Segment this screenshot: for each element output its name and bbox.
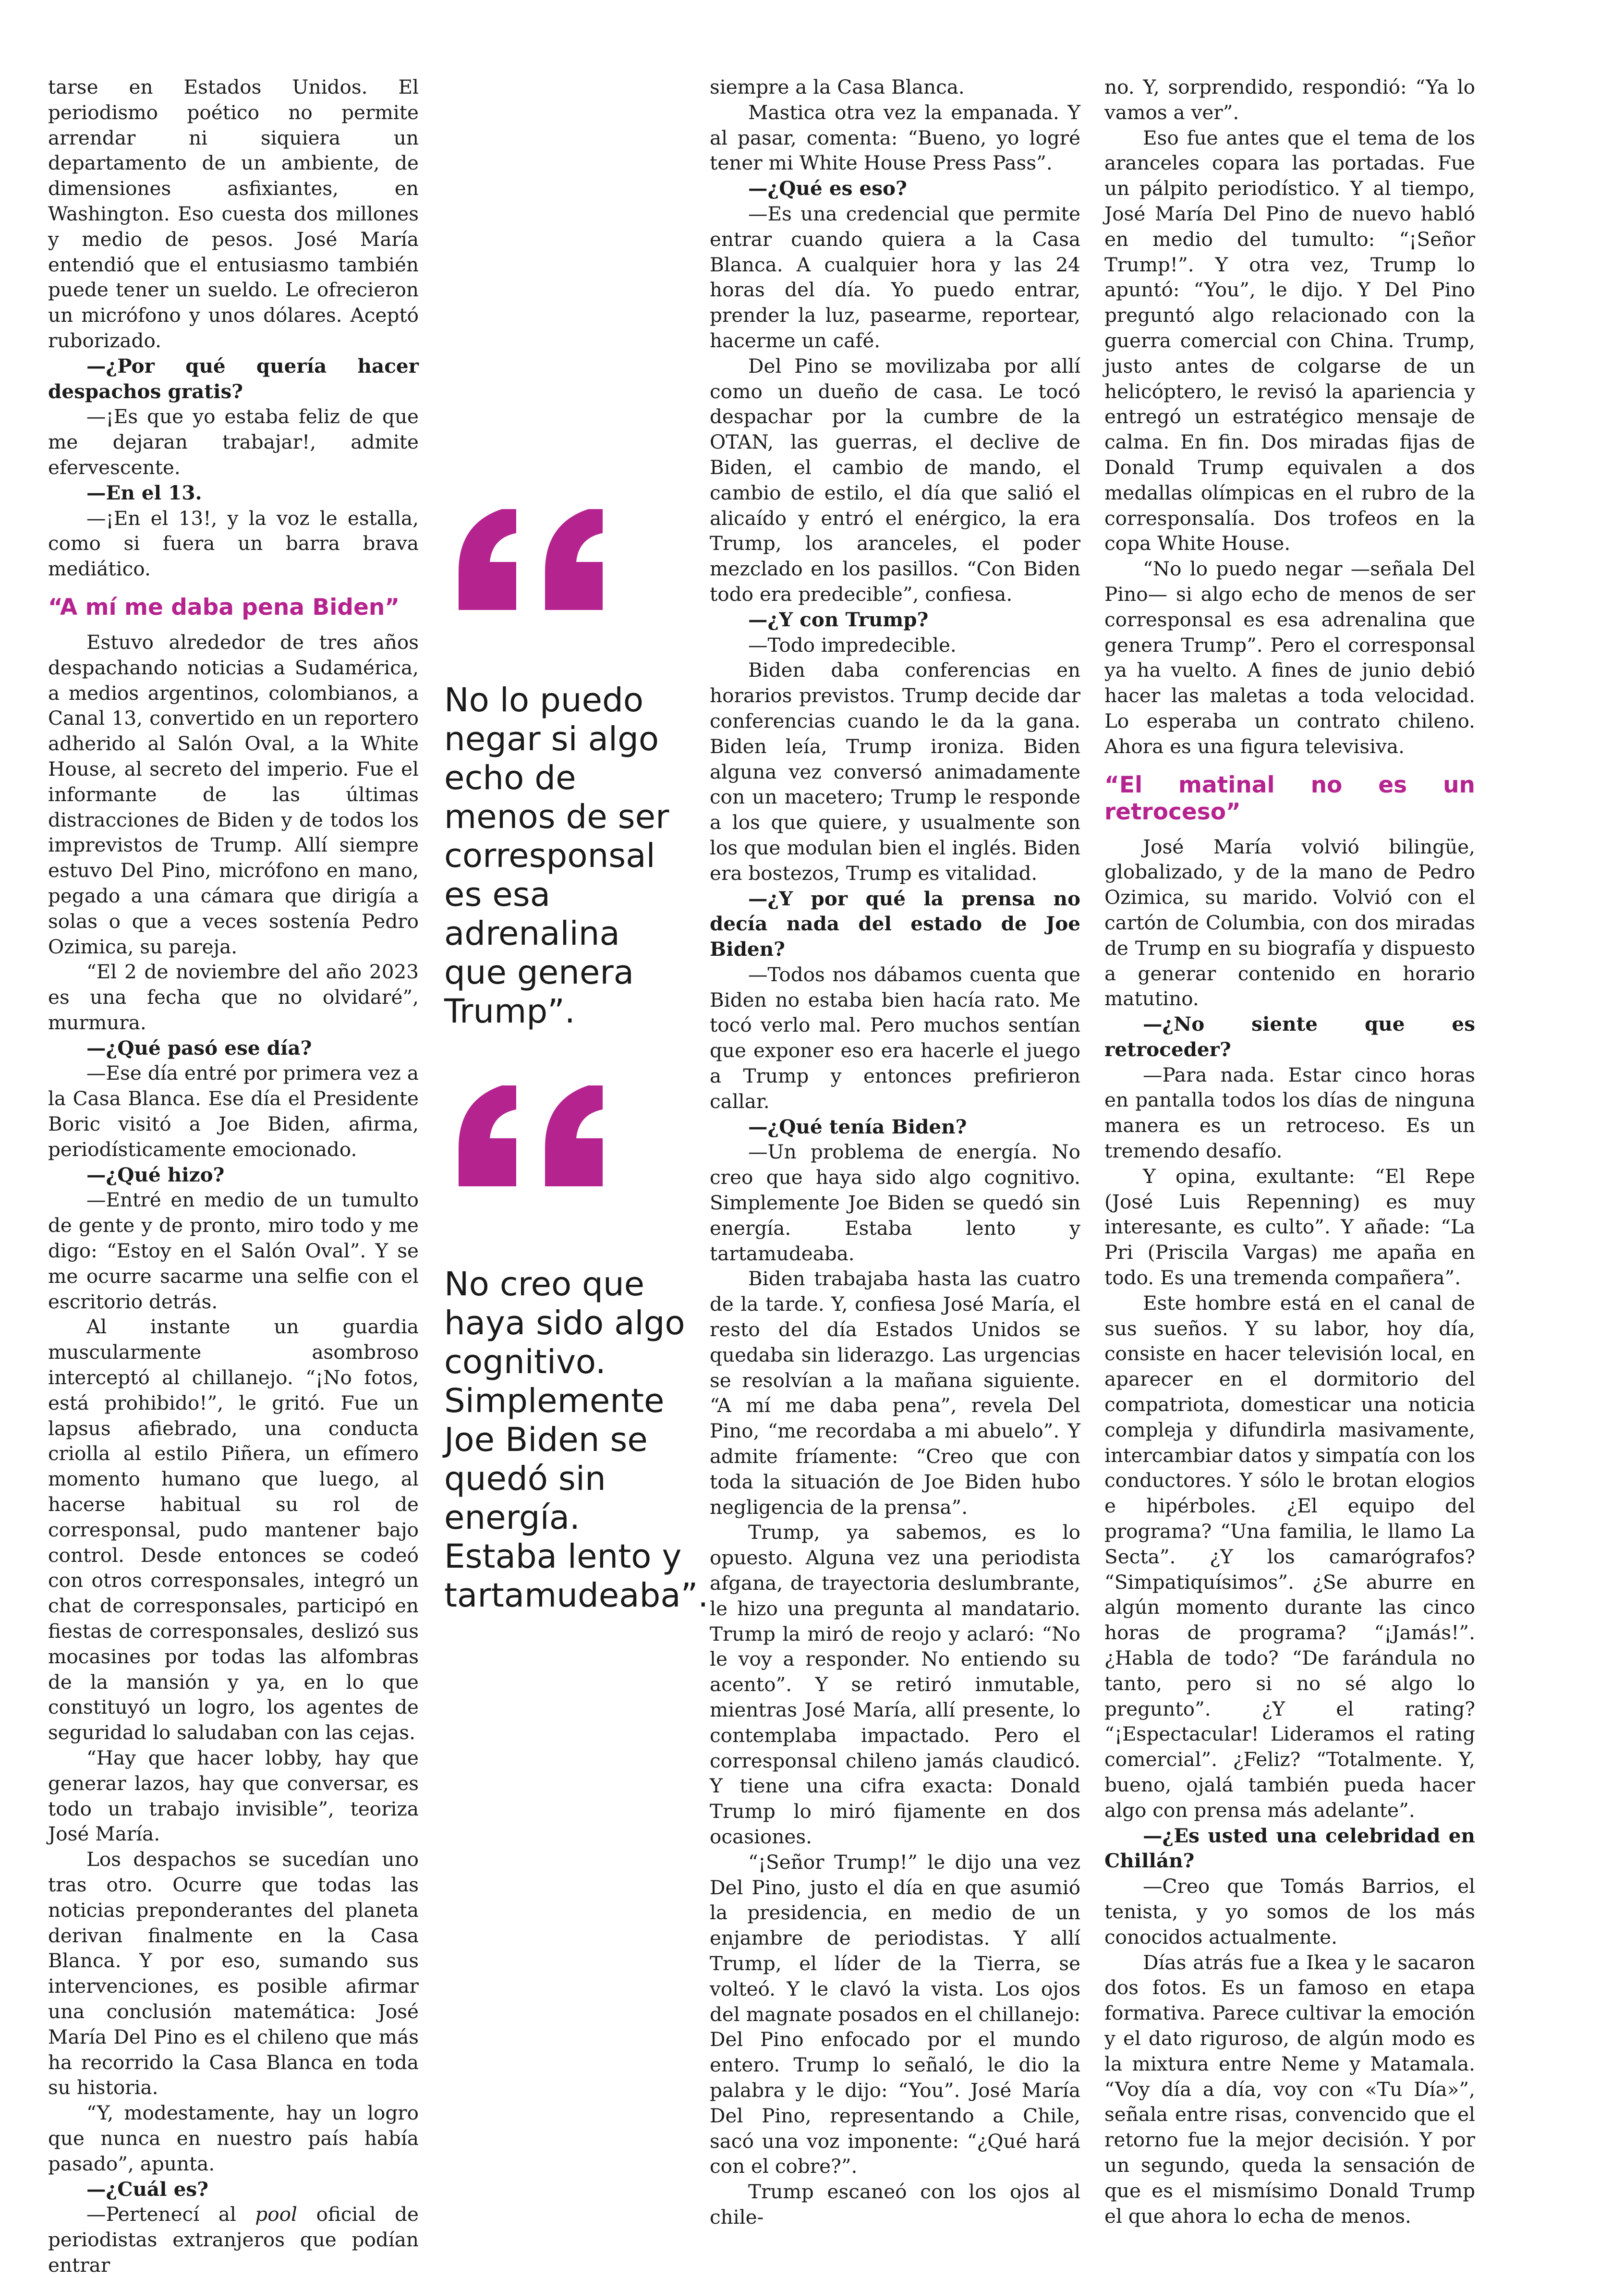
paragraph: Y opina, exultante: “El Repe (José Luis Repenning) es muy interesante, es culto”. Y añade: “La Pri (Priscila Vargas) me apaña en todo. Es una tremenda compañera”. (1104, 1164, 1475, 1290)
paragraph: siempre a la Casa Blanca. (710, 75, 965, 98)
paragraph: Biden trabajaba hasta las cuatro de la tarde. Y, confiesa José María, el resto del día Estados Unidos se quedaba sin liderazgo. Las urgencias se resolvían a la mañana siguiente. “A mí me daba pena”, revela Del Pino, “me recordaba a mi abuelo”. Y admite fríamente: “Creo que con toda la situación de Joe Biden hubo negligencia de la prensa”. (710, 1267, 1080, 1519)
paragraph: Del Pino se movilizaba por allí como un dueño de casa. Le tocó despachar por la cumbre de la OTAN, las guerras, el declive de Biden, el cambio de mando, el cambio de estilo, el día que salió el alicaído y entró el enérgico, la era Trump, los aranceles, el poder mezclado en los pasillos. “Con Biden todo era predecible”, confiesa. (710, 354, 1080, 606)
paragraph: —Un problema de energía. No creo que haya sido algo cognitivo. Simplemente Joe Biden se quedó sin energía. Estaba lento y tartamudeaba. (710, 1140, 1080, 1265)
paragraph: Trump escaneó con los ojos al chile- (710, 2180, 1080, 2229)
paragraph: Eso fue antes que el tema de los aranceles copara las portadas. Fue un pálpito periodístico. Y al tiempo, José María Del Pino de nuevo habló en medio del tumulto: “¡Señor Trump!”. Y otra vez, Trump lo apuntó: “You”, le dijo. Y Del Pino preguntó algo relacionado con la guerra comercial con China. Trump, justo antes de colgarse de un helicóptero, le revisó la apariencia y entregó un estratégico mensaje de calma. En fin. Dos miradas fijas de Donald Trump equivalen a dos medallas olímpicas en el rubro de la corresponsalía. Dos trofeos en la copa White House. (1104, 126, 1475, 555)
paragraph: —Todo impredecible. (748, 633, 957, 657)
paragraph: “No lo puedo negar —señala Del Pino— si algo echo de menos de ser corresponsal es esa adrenalina que genera Trump”. Pero el corresponsal ya ha vuelto. A fines de junio debió hacer las maletas a toda velocidad. Lo esperaba un contrato chileno. Ahora es una figura televisiva. (1104, 557, 1475, 758)
paragraph: “Hay que hacer lobby, hay que generar lazos, hay que conversar, es todo un trabajo invisible”, teoriza José María. (48, 1746, 419, 1846)
paragraph: Este hombre está en el canal de sus sueños. Y su labor, hoy día, consiste en hacer televisión local, en aparecer en el dormitorio del compatriota, domesticar una noticia compleja y difundirla masivamente, intercambiar datos y simpatía con los conductores. Y sólo le brotan elogios e hipérboles. ¿El equipo del programa? “Una familia, le llamo La Secta”. ¿Y los camarógrafos? “Simpatiquísimos”. ¿Se aburre en algún momento durante las cinco horas de programa? “¡Jamás!”. ¿Habla de todo? “De farándula no tanto, pero si no sé algo lo pregunto”. ¿Y el rating? “¡Espectacular! Lideramos el rating comercial”. ¿Feliz? “Totalmente. Y, bueno, ojalá también pueda hacer algo con prensa más adelante”. (1104, 1291, 1475, 1822)
paragraph: tarse en Estados Unidos. El periodismo poético no permite arrendar ni siquiera un departamento de un ambiente, de dimensiones asfixiantes, en Washington. Eso cuesta dos millones y medio de pesos. José María entendió que el entusiasmo también puede tener un sueldo. Le ofrecieron un micrófono y unos dólares. Aceptó ruborizado. (48, 75, 419, 352)
section-heading: “A mí me daba pena Biden” (48, 594, 400, 621)
section-heading: “El matinal no es un retroceso” (1104, 771, 1475, 825)
text-run: —Pertenecí al (86, 2203, 255, 2226)
paragraph: “¡Señor Trump!” le dijo una vez Del Pino, justo el día en que asumió la presidencia, en medio de un enjambre de periodistas. Y allí Trump, el líder de la Tierra, se volteó. Y le clavó la vista. Los ojos del magnate posados en el chillanejo: Del Pino enfocado por el mundo entero. Trump lo señaló, le dio la palabra y le dijo: “You”. José María Del Pino, representando a Chile, sacó una voz imponente: “¿Qué hará con el cobre?”. (710, 1850, 1080, 2178)
paragraph: —¡Es que yo estaba feliz de que me dejaran trabajar!, admite efervescente. (48, 405, 419, 479)
paragraph: —Creo que Tomás Barrios, el tenista, y yo somos de los más conocidos actualmente. (1104, 1875, 1475, 1949)
paragraph: Días atrás fue a Ikea y le sacaron dos fotos. Es un famoso en etapa formativa. Parece cultivar la emoción y el dato riguroso, de algún modo es la mixtura entre Neme y Matamala. “Voy día a día, voy con «Tu Día»”, señala entre risas, convencido que el retorno fue la mejor decisión. Y por un segundo, queda la sensación de que es el mismísimo Donald Trump el que ahora lo echa de menos. (1104, 1950, 1475, 2228)
paragraph: —Ese día entré por primera vez a la Casa Blanca. Ese día el Presidente Boric visitó a Joe Biden, afirma, periodísticamente emocionado. (48, 1061, 419, 1161)
interview-question: —¿No siente que es retroceder? (1104, 1012, 1475, 1061)
interview-question: —¿Qué tenía Biden? (748, 1115, 967, 1138)
interview-question: —¿Qué es eso? (748, 177, 907, 200)
interview-question: —¿Por qué quería hacer despachos gratis? (48, 354, 419, 403)
pull-quote: No creo que haya sido algo cognitivo. Simplemente Joe Biden se quedó sin energía. Estaba lento y tartamudeaba”. (444, 1265, 709, 1615)
paragraph: Los despachos se sucedían uno tras otro. Ocurre que todas las noticias preponderantes del planeta derivan finalmente en la Casa Blanca. Y por eso, sumando sus intervenciones, es posible afirmar una conclusión matemática: José María Del Pino es el chileno que más ha recorrido la Casa Blanca en toda su historia. (48, 1848, 419, 2099)
paragraph: —Para nada. Estar cinco horas en pantalla todos los días de ninguna manera es un retroceso. Es un tremendo desafío. (1104, 1063, 1475, 1163)
paragraph: —Todos nos dábamos cuenta que Biden no estaba bien hacía rato. Me tocó verlo mal. Pero muchos sentían que exponer eso era hacerle el juego a Trump y entonces prefirieron callar. (710, 962, 1080, 1113)
paragraph: Trump, ya sabemos, es lo opuesto. Alguna vez una periodista afgana, de trayectoria deslumbrante, le hizo una pregunta al mandatario. Trump la miró de reojo y aclaró: “No le voy a responder. No entiendo su acento”. Y se retiró inmutable, mientras José María, allí presente, lo contemplaba impactado. Pero el corresponsal chileno jamás claudicó. Y tiene una cifra exacta: Donald Trump lo miró fijamente en dos ocasiones. (710, 1521, 1080, 1848)
paragraph: “El 2 de noviembre del año 2023 es una fecha que no olvidaré”, murmura. (48, 960, 419, 1034)
interview-question: —En el 13. (86, 481, 202, 504)
paragraph: —Es una credencial que permite entrar cuando quiera a la Casa Blanca. A cualquier hora y las 24 horas del día. Yo puedo entrar, prender la luz, pasearme, reportear, hacerme un café. (710, 202, 1080, 352)
paragraph (48, 2202, 419, 2278)
italic-word: pool (255, 2203, 297, 2226)
quotation-mark-icon (444, 499, 617, 615)
interview-question: —¿Qué pasó ese día? (86, 1036, 312, 1060)
paragraph: no. Y, sorprendido, respondió: “Ya lo vamos a ver”. (1104, 75, 1475, 124)
paragraph: Al instante un guardia muscularmente asombroso interceptó al chillanejo. “¡No fotos, está prohibido!”, le gritó. Fue un lapsus afiebrado, una conducta criolla al estilo Piñera, un efímero momento humano que luego, al hacerse habitual su rol de corresponsal, pudo mantener bajo control. Desde entonces se codeó con otros corresponsales, integró un chat de corresponsales, participó en fiestas de corresponsales, deslizó sus mocasines por todas las alfombras de la mansión y ya, en lo que constituyó un logro, los agentes de seguridad lo saludaban con las cejas. (48, 1315, 419, 1744)
interview-question: —¿Es usted una celebridad en Chillán? (1104, 1824, 1475, 1873)
paragraph: José María volvió bilingüe, globalizado, y de la mano de Pedro Ozimica, su marido. Volvió con el cartón de Columbia, con dos miradas de Trump en su biografía y dispuesto a generar contenido en horario matutino. (1104, 835, 1475, 1011)
interview-question: —¿Y con Trump? (748, 608, 929, 631)
paragraph: Biden daba conferencias en horarios previstos. Trump decide dar conferencias cuando le da la gana. Biden leía, Trump ironiza. Biden alguna vez conversó animadamente con un macetero; Trump le responde a los que quiere, y usualmente son los que modulan bien el inglés. Biden era bostezos, Trump es vitalidad. (710, 658, 1080, 885)
interview-question: —¿Cuál es? (86, 2177, 208, 2201)
article-column-1 (48, 74, 419, 2278)
paragraph: —Entré en medio de un tumulto de gente y de pronto, miro todo y me digo: “Estoy en el Salón Oval”. Y se me ocurre sacarme una selfie con el escritorio detrás. (48, 1188, 419, 1313)
paragraph: Estuvo alrededor de tres años despachando noticias a Sudamérica, a medios argentinos, colombianos, a Canal 13, convertido en un reportero adherido al Salón Oval, a la White House, al secreto del imperio. Fue el informante de las últimas distracciones de Biden y de todos los imprevistos de Trump. Allí siempre estuvo Del Pino, micrófono en mano, pegado a una cámara que dirigía a solas o que a veces sostenía Pedro Ozimica, su pareja. (48, 630, 419, 958)
quotation-mark-icon (444, 1076, 617, 1191)
interview-question: —¿Qué hizo? (86, 1163, 225, 1186)
article-column-2 (710, 74, 1080, 2230)
interview-question: —¿Y por qué la prensa no decía nada del estado de Joe Biden? (710, 887, 1080, 961)
paragraph: —¡En el 13!, y la voz le estalla, como si fuera un barra brava mediático. (48, 506, 419, 581)
paragraph: Mastica otra vez la empanada. Y al pasar, comenta: “Bueno, yo logré tener mi White House Press Pass”. (710, 100, 1080, 175)
article-column-3 (1104, 74, 1475, 2229)
pull-quote: No lo puedo negar si algo echo de menos de ser corresponsal es esa adrenalina que genera Trump”. (444, 681, 669, 1031)
text-run: oficial de periodistas extranjeros que podían entrar (48, 2203, 419, 2277)
paragraph: “Y, modestamente, hay un logro que nunca en nuestro país había pasado”, apunta. (48, 2101, 419, 2175)
